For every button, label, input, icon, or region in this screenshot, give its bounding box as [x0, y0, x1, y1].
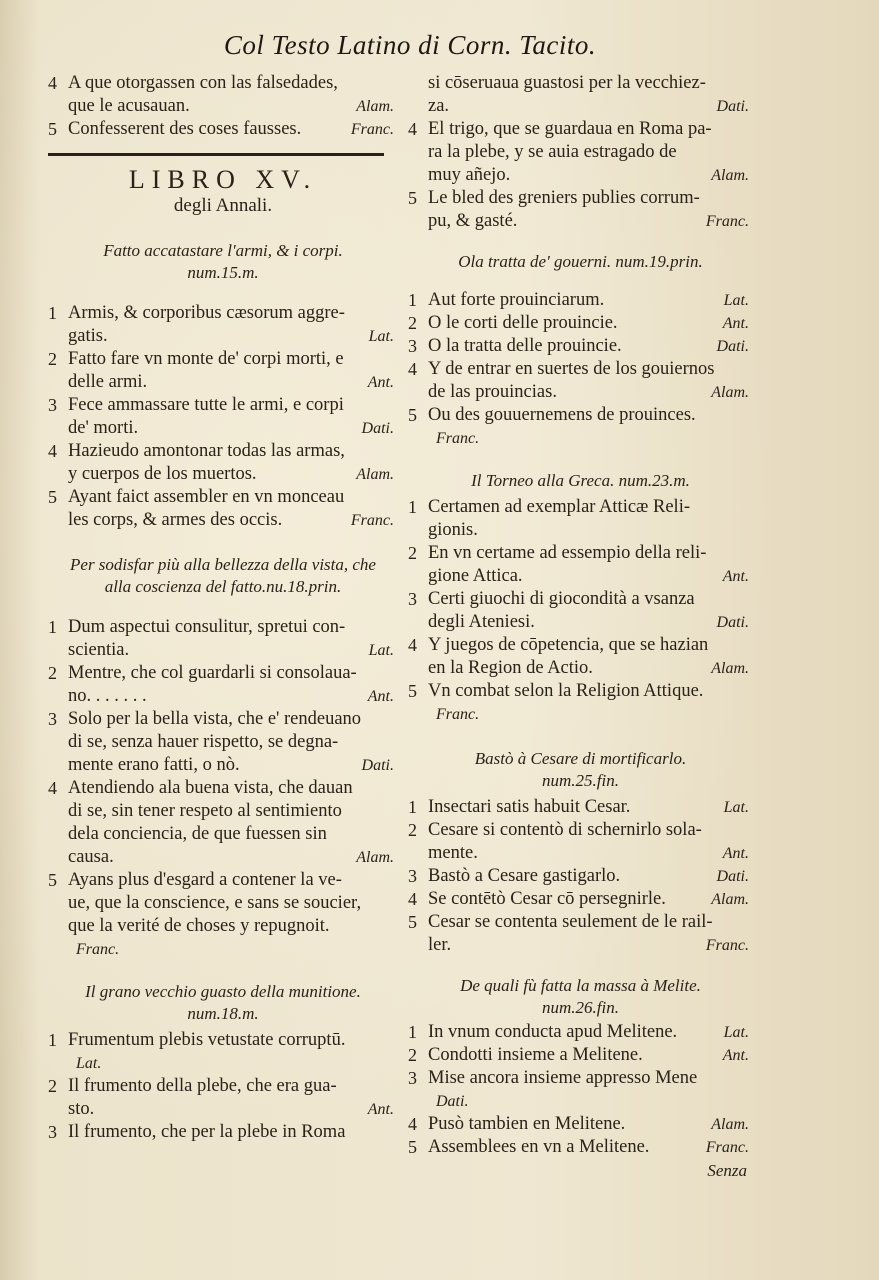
catchword: Senza — [707, 1161, 747, 1180]
entry-text: Certi giuochi di giocondità a vsanza — [428, 589, 695, 609]
entry-line — [428, 1021, 753, 1044]
language-tag: Ant. — [367, 374, 394, 391]
entry-number: 2 — [48, 1076, 57, 1096]
entry-line — [428, 496, 753, 519]
section-heading: Il Torneo alla Greca. num.23.m. — [471, 471, 690, 490]
spacer — [48, 218, 398, 240]
entry-text: Atendiendo ala buena vista, che dauan — [68, 778, 353, 798]
entry-number: 3 — [408, 866, 417, 886]
language-tag: Ant. — [722, 568, 749, 585]
entry-number: 4 — [408, 359, 417, 379]
entry-line — [428, 72, 753, 95]
running-head: Col Testo Latino di Corn. Tacito. — [223, 30, 597, 60]
entry-number: 1 — [48, 303, 57, 323]
entry-number: 5 — [408, 912, 417, 932]
entry-line — [68, 892, 398, 915]
entry-line — [68, 72, 398, 95]
spacer — [408, 450, 753, 470]
entry-number: 3 — [48, 1122, 57, 1142]
section-heading: alla coscienza del fatto.nu.18.prin. — [104, 577, 342, 596]
spacer — [408, 233, 753, 251]
entry-text: causa. — [68, 847, 114, 867]
entry-line — [428, 358, 753, 381]
numbered-entry — [408, 187, 753, 233]
entry-text: Insectari satis habuit Cesar. — [428, 797, 631, 817]
language-tag: Alam. — [711, 660, 749, 677]
language-tag: Dati. — [361, 420, 394, 437]
entry-text: di se, senza hauer rispetto, se degna- — [68, 732, 339, 752]
entry-line — [68, 1075, 398, 1098]
entry-line — [428, 542, 753, 565]
entry-number: 4 — [408, 1114, 417, 1134]
numbered-entry — [408, 588, 753, 634]
language-tag: Lat. — [368, 642, 394, 659]
entry-number: 2 — [408, 1045, 417, 1065]
numbered-entry — [408, 118, 753, 187]
book-subtitle: degli Annali. — [173, 195, 273, 216]
numbered-entry — [48, 1075, 398, 1121]
right-column — [408, 72, 753, 1182]
language-tag: Alam. — [711, 1116, 749, 1133]
numbered-entry — [408, 796, 753, 819]
entry-line — [68, 754, 398, 777]
entry-line — [68, 325, 398, 348]
entry-text: En vn certame ad essempio della reli- — [428, 543, 707, 563]
entry-line — [428, 312, 753, 335]
section-heading: num.18.m. — [187, 1004, 259, 1023]
language-tag: Lat. — [76, 1055, 102, 1072]
numbered-entry — [48, 777, 398, 869]
entry-line — [68, 302, 398, 325]
entry-line — [428, 1113, 753, 1136]
entry-text: Armis, & corporibus cæsorum aggre- — [68, 303, 345, 323]
entry-number: 4 — [48, 73, 57, 93]
language-tag: Ant. — [722, 315, 749, 332]
entry-number: 1 — [408, 290, 417, 310]
language-tag: Dati. — [436, 1093, 469, 1110]
language-tag: Franc. — [436, 706, 480, 723]
entry-text: Dum aspectui consulitur, spretui con- — [68, 617, 346, 637]
spacer — [408, 726, 753, 748]
entry-text: Mentre, che col guardarli si consolaua- — [68, 663, 357, 683]
entry-text: les corps, & armes des occis. — [68, 510, 283, 530]
entry-line — [428, 680, 753, 703]
entry-number: 4 — [48, 778, 57, 798]
entry-line — [428, 381, 753, 404]
entry-line — [428, 565, 753, 588]
numbered-entry — [408, 1044, 753, 1067]
entry-text: Frumentum plebis vetustate corruptū. — [68, 1030, 346, 1050]
entry-number: 3 — [48, 709, 57, 729]
entry-text: Aut forte prouinciarum. — [428, 290, 605, 310]
numbered-entry — [408, 680, 753, 726]
entry-number: 2 — [408, 543, 417, 563]
entry-line — [428, 842, 753, 865]
book-title: LIBRO XV. — [128, 165, 318, 194]
entry-number: 1 — [408, 797, 417, 817]
entry-number: 2 — [408, 313, 417, 333]
numbered-entry — [408, 1113, 753, 1136]
entry-number: 5 — [408, 1137, 417, 1157]
language-tag: Ant. — [367, 688, 394, 705]
entry-text: si cōseruaua guastosi per la vecchiez- — [428, 73, 706, 93]
entry-number: 1 — [408, 497, 417, 517]
language-tag: Franc. — [350, 512, 394, 529]
entry-text: que la verité de choses y repugnoit. — [68, 916, 330, 936]
numbered-entry — [408, 819, 753, 865]
numbered-entry — [408, 634, 753, 680]
entry-number: 2 — [48, 663, 57, 683]
entry-line — [428, 141, 753, 164]
entry-line — [428, 888, 753, 911]
entry-text: Bastò a Cesare gastigarlo. — [428, 866, 621, 886]
entry-text: ue, que la conscience, e sans se soucier, — [68, 893, 362, 913]
language-tag: Franc. — [705, 213, 749, 230]
numbered-entry — [48, 72, 398, 118]
entry-text: Solo per la bella vista, che e' rendeuano — [68, 709, 362, 729]
numbered-entry — [408, 335, 753, 358]
entry-number: 3 — [48, 395, 57, 415]
entry-text: sto. — [68, 1099, 95, 1119]
numbered-entry — [408, 1067, 753, 1113]
entry-text: Fatto fare vn monte de' corpi morti, e — [68, 349, 344, 369]
entry-text: gione Attica. — [428, 566, 523, 586]
entry-text: Hazieudo amontonar todas las armas, — [68, 441, 345, 461]
entry-line — [68, 394, 398, 417]
left-column — [48, 72, 398, 1144]
entry-text: O la tratta delle prouincie. — [428, 336, 622, 356]
entry-line — [68, 440, 398, 463]
entry-line — [68, 509, 398, 532]
entry-text: Ayant faict assembler en vn monceau — [68, 487, 345, 507]
entry-line — [428, 118, 753, 141]
entry-line — [68, 1121, 398, 1144]
entry-text: Il frumento della plebe, che era gua- — [68, 1076, 337, 1096]
entry-text: Fece ammassare tutte le armi, e corpi — [68, 395, 344, 415]
entry-line — [68, 1098, 398, 1121]
entry-line — [428, 588, 753, 611]
numbered-entry — [408, 1021, 753, 1044]
entry-line — [68, 823, 398, 846]
entry-text: gionis. — [428, 520, 478, 540]
language-tag: Lat. — [723, 799, 749, 816]
entry-text: ler. — [428, 935, 452, 955]
entry-line — [68, 777, 398, 800]
language-tag: Alam. — [356, 849, 394, 866]
numbered-entry — [48, 486, 398, 532]
entry-text: de' morti. — [68, 418, 139, 438]
numbered-entry — [48, 1029, 398, 1075]
spacer — [408, 273, 753, 289]
language-tag: Lat. — [368, 328, 394, 345]
entry-line — [68, 639, 398, 662]
language-tag: Alam. — [711, 384, 749, 401]
entry-text: ra la plebe, y se auia estragado de — [428, 142, 677, 162]
entry-line — [68, 685, 398, 708]
entry-line — [428, 404, 753, 427]
entry-number: 5 — [48, 119, 57, 139]
entry-line — [428, 95, 753, 118]
language-tag: Dati. — [716, 98, 749, 115]
entry-text: gatis. — [68, 326, 108, 346]
entry-line — [428, 657, 753, 680]
entry-number: 3 — [408, 589, 417, 609]
entry-number: 2 — [48, 349, 57, 369]
numbered-entry — [48, 348, 398, 394]
entry-line — [428, 865, 753, 888]
spacer — [48, 284, 398, 302]
numbered-entry — [48, 302, 398, 348]
entry-text: Y de entrar en suertes de los gouiernos — [428, 359, 715, 379]
entry-text: no. . . . . . . — [68, 686, 147, 706]
entry-number: 1 — [48, 1030, 57, 1050]
numbered-entry — [408, 888, 753, 911]
entry-line — [68, 1029, 398, 1052]
entry-text: delle armi. — [68, 372, 148, 392]
section-rule — [48, 153, 384, 156]
entry-number: 4 — [408, 119, 417, 139]
language-tag: Franc. — [705, 1139, 749, 1156]
entry-line — [428, 611, 753, 634]
entry-number: 3 — [408, 1068, 417, 1088]
numbered-entry — [408, 542, 753, 588]
numbered-entry — [408, 496, 753, 542]
numbered-entry — [408, 312, 753, 335]
entry-number: 3 — [408, 336, 417, 356]
numbered-entry — [408, 404, 753, 450]
language-tag: Dati. — [716, 868, 749, 885]
entry-line — [68, 731, 398, 754]
section-heading: Bastò à Cesare di mortificarlo. — [474, 749, 687, 768]
entry-number: 1 — [408, 1022, 417, 1042]
numbered-entry — [48, 869, 398, 961]
spacer — [48, 961, 398, 981]
entry-text: scientia. — [68, 640, 130, 660]
entry-text: Certamen ad exemplar Atticæ Reli- — [428, 497, 690, 517]
entry-line — [68, 348, 398, 371]
language-tag: Alam. — [356, 466, 394, 483]
entry-line — [428, 335, 753, 358]
entry-text: Confesserent des coses fausses. — [68, 119, 302, 139]
entry-number: 1 — [48, 617, 57, 637]
numbered-entry — [408, 72, 753, 118]
entry-text: de las prouincias. — [428, 382, 557, 402]
language-tag: Alam. — [711, 167, 749, 184]
language-tag: Franc. — [705, 937, 749, 954]
entry-line — [428, 164, 753, 187]
entry-text: Le bled des greniers publies corrum- — [428, 188, 700, 208]
spacer — [48, 532, 398, 554]
section-heading: De quali fù fatta la massa à Melite. — [460, 976, 701, 995]
entry-number: 5 — [408, 681, 417, 701]
language-tag: Ant. — [722, 1047, 749, 1064]
entry-text: za. — [428, 96, 450, 116]
entry-text: en la Region de Actio. — [428, 658, 593, 678]
language-tag: Alam. — [356, 98, 394, 115]
entry-text: muy añejo. — [428, 165, 511, 185]
entry-number: 5 — [48, 487, 57, 507]
section-heading: num.25.fin. — [542, 771, 619, 790]
entry-line — [68, 486, 398, 509]
entry-text: mente. — [428, 843, 478, 863]
entry-line — [428, 934, 753, 957]
language-tag: Dati. — [716, 614, 749, 631]
entry-text: Vn combat selon la Religion Attique. — [428, 681, 704, 701]
language-tag: Lat. — [723, 1024, 749, 1041]
entry-line — [428, 1136, 753, 1159]
entry-text: In vnum conducta apud Melitene. — [428, 1022, 678, 1042]
entry-line — [68, 417, 398, 440]
entry-text: que le acusauan. — [68, 96, 190, 116]
numbered-entry — [408, 289, 753, 312]
entry-text: O le corti delle prouincie. — [428, 313, 618, 333]
numbered-entry — [48, 118, 398, 141]
section-heading: Il grano vecchio guasto della munitione. — [85, 982, 361, 1001]
numbered-entry — [48, 1121, 398, 1144]
entry-number: 4 — [48, 441, 57, 461]
numbered-entry — [48, 708, 398, 777]
entry-line — [68, 869, 398, 892]
numbered-entry — [408, 358, 753, 404]
language-tag: Dati. — [716, 338, 749, 355]
entry-line — [428, 819, 753, 842]
language-tag: Ant. — [722, 845, 749, 862]
entry-number: 5 — [408, 405, 417, 425]
entry-text: Pusò tambien en Melitene. — [428, 1114, 626, 1134]
entry-line — [428, 187, 753, 210]
entry-text: mente erano fatti, o nò. — [68, 755, 240, 775]
language-tag: Lat. — [723, 292, 749, 309]
entry-line — [68, 708, 398, 731]
entry-line — [68, 118, 398, 141]
numbered-entry — [408, 1136, 753, 1159]
entry-line — [68, 846, 398, 869]
entry-text: Assemblees en vn a Melitene. — [428, 1137, 650, 1157]
entry-line — [68, 616, 398, 639]
numbered-entry — [48, 394, 398, 440]
entry-text: Cesar se contenta seulement de le rail- — [428, 912, 713, 932]
entry-text: degli Ateniesi. — [428, 612, 535, 632]
entry-line — [68, 800, 398, 823]
entry-line — [428, 1044, 753, 1067]
entry-text: di se, sin tener respeto al sentimiento — [68, 801, 342, 821]
section-heading: Per sodisfar più alla bellezza della vista, che — [70, 555, 376, 574]
entry-line — [428, 1067, 753, 1090]
entry-text: El trigo, que se guardaua en Roma pa- — [428, 119, 712, 139]
numbered-entry — [408, 865, 753, 888]
entry-text: Ou des gouuernemens de prouinces. — [428, 405, 696, 425]
entry-line — [428, 210, 753, 233]
entry-line — [68, 463, 398, 486]
entry-text: Il frumento, che per la plebe in Roma — [68, 1122, 346, 1142]
entry-text: Se contētò Cesar cō persegnirle. — [428, 889, 666, 909]
language-tag: Alam. — [711, 891, 749, 908]
language-tag: Dati. — [361, 757, 394, 774]
entry-line — [428, 911, 753, 934]
entry-number: 2 — [408, 820, 417, 840]
entry-line — [68, 371, 398, 394]
section-heading: Fatto accatastare l'armi, & i corpi. — [103, 241, 343, 260]
entry-text: A que otorgassen con las falsedades, — [68, 73, 338, 93]
entry-number: 5 — [408, 188, 417, 208]
entry-text: Ayans plus d'esgard a contener la ve- — [68, 870, 342, 890]
entry-line — [68, 662, 398, 685]
entry-number: 4 — [408, 889, 417, 909]
entry-line — [68, 95, 398, 118]
section-heading: num.26.fin. — [542, 998, 619, 1017]
section-heading: num.15.m. — [187, 263, 259, 282]
section-heading: Ola tratta de' gouerni. num.19.prin. — [458, 252, 703, 271]
entry-text: pu, & gasté. — [428, 211, 518, 231]
entry-text: dela conciencia, de que fuessen sin — [68, 824, 327, 844]
entry-number: 5 — [48, 870, 57, 890]
entry-line — [428, 519, 753, 542]
entry-line — [428, 634, 753, 657]
numbered-entry — [48, 616, 398, 662]
language-tag: Franc. — [350, 121, 394, 138]
entry-line — [428, 796, 753, 819]
numbered-entry — [408, 911, 753, 957]
language-tag: Franc. — [436, 430, 480, 447]
numbered-entry — [48, 440, 398, 486]
entry-line — [68, 915, 398, 938]
language-tag: Ant. — [367, 1101, 394, 1118]
numbered-entry — [48, 662, 398, 708]
entry-text: Y juegos de cōpetencia, que se hazian — [428, 635, 709, 655]
language-tag: Franc. — [76, 941, 120, 958]
entry-text: Condotti insieme a Melitene. — [428, 1045, 643, 1065]
entry-text: Mise ancora insieme appresso Mene — [428, 1068, 698, 1088]
spacer — [408, 957, 753, 975]
spacer — [48, 598, 398, 616]
entry-line — [428, 289, 753, 312]
entry-text: y cuerpos de los muertos. — [68, 464, 257, 484]
entry-number: 4 — [408, 635, 417, 655]
entry-text: Cesare si contentò di schernirlo sola- — [428, 820, 702, 840]
